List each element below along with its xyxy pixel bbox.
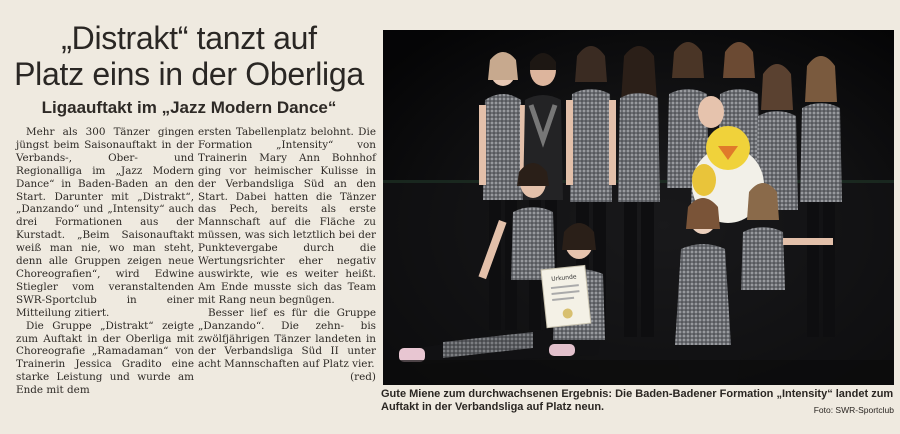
headline-line-1: „Distrakt“ tanzt auf bbox=[61, 20, 317, 56]
paragraph: Die Gruppe „Distrakt“ zeigte zum Auftakt in der Oberliga mit Choreografie „Ramadaman“ von Trainerin Jessica Gradito eine starke Leistung und wurde am Ende mit dem bbox=[16, 319, 194, 397]
article-column-1 bbox=[16, 126, 194, 397]
author-signature: (red) bbox=[350, 371, 376, 384]
paragraph-text: Besser lief es für die Gruppe „Danzando“. Die zehn- bis zwölfjährigen Tänzer landeten in der Verbandsliga Süd II unter acht Mannschaften auf Platz vier. bbox=[198, 306, 376, 371]
paragraph: Mehr als 300 Tänzer gingen jüngst beim Saisonauftakt in der Verbands-, Ober- und Regionalliga im „Jazz Modern Dance“ in Baden-Baden an den Start. Darunter mit „Distrakt“, „Danzando“ und „Intensity“ auch drei Formationen aus der Kurstadt. „Beim Saisonauftakt weiß man nie, wo man steht, denn alle Gruppen zeigen neue Choreografien“, wird Edwine Stiegler vom veranstaltenden SWR-Sportclub in einer Mitteilung zitiert. bbox=[16, 126, 194, 319]
paragraph: ersten Tabellenplatz belohnt. Die Formation „Intensity“ von Trainerin Mary Ann Bohnhof ging vor heimischer Kulisse in der Verbandsliga Süd an den Start. Dabei hatten die Tänzer das Pech, bereits als erste Mannschaft auf die Fläche zu müssen, was sich letztlich bei der Punktevergabe durch die Wertungsrichter eher negativ auswirkte, wie es weiter heißt. Am Ende musste sich das Team mit Rang neun begnügen. bbox=[198, 126, 376, 306]
team-photo bbox=[383, 30, 894, 385]
headline bbox=[0, 20, 378, 92]
headline-line-2: Platz eins in der Oberliga bbox=[14, 56, 364, 92]
photo-caption: Gute Miene zum durchwachsenen Ergebnis: Die Baden-Badener Formation „Intensity“ landet zum Auftakt in der Verbandsliga auf Platz neun. bbox=[381, 388, 894, 413]
article-column-2 bbox=[198, 126, 376, 384]
team-photo-illustration bbox=[383, 30, 894, 385]
photo-credit: Foto: SWR-Sportclub bbox=[813, 405, 894, 415]
paragraph bbox=[198, 306, 376, 384]
subheadline: Ligaauftakt im „Jazz Modern Dance“ bbox=[41, 98, 337, 117]
certificate-text: Urkunde bbox=[551, 273, 577, 283]
